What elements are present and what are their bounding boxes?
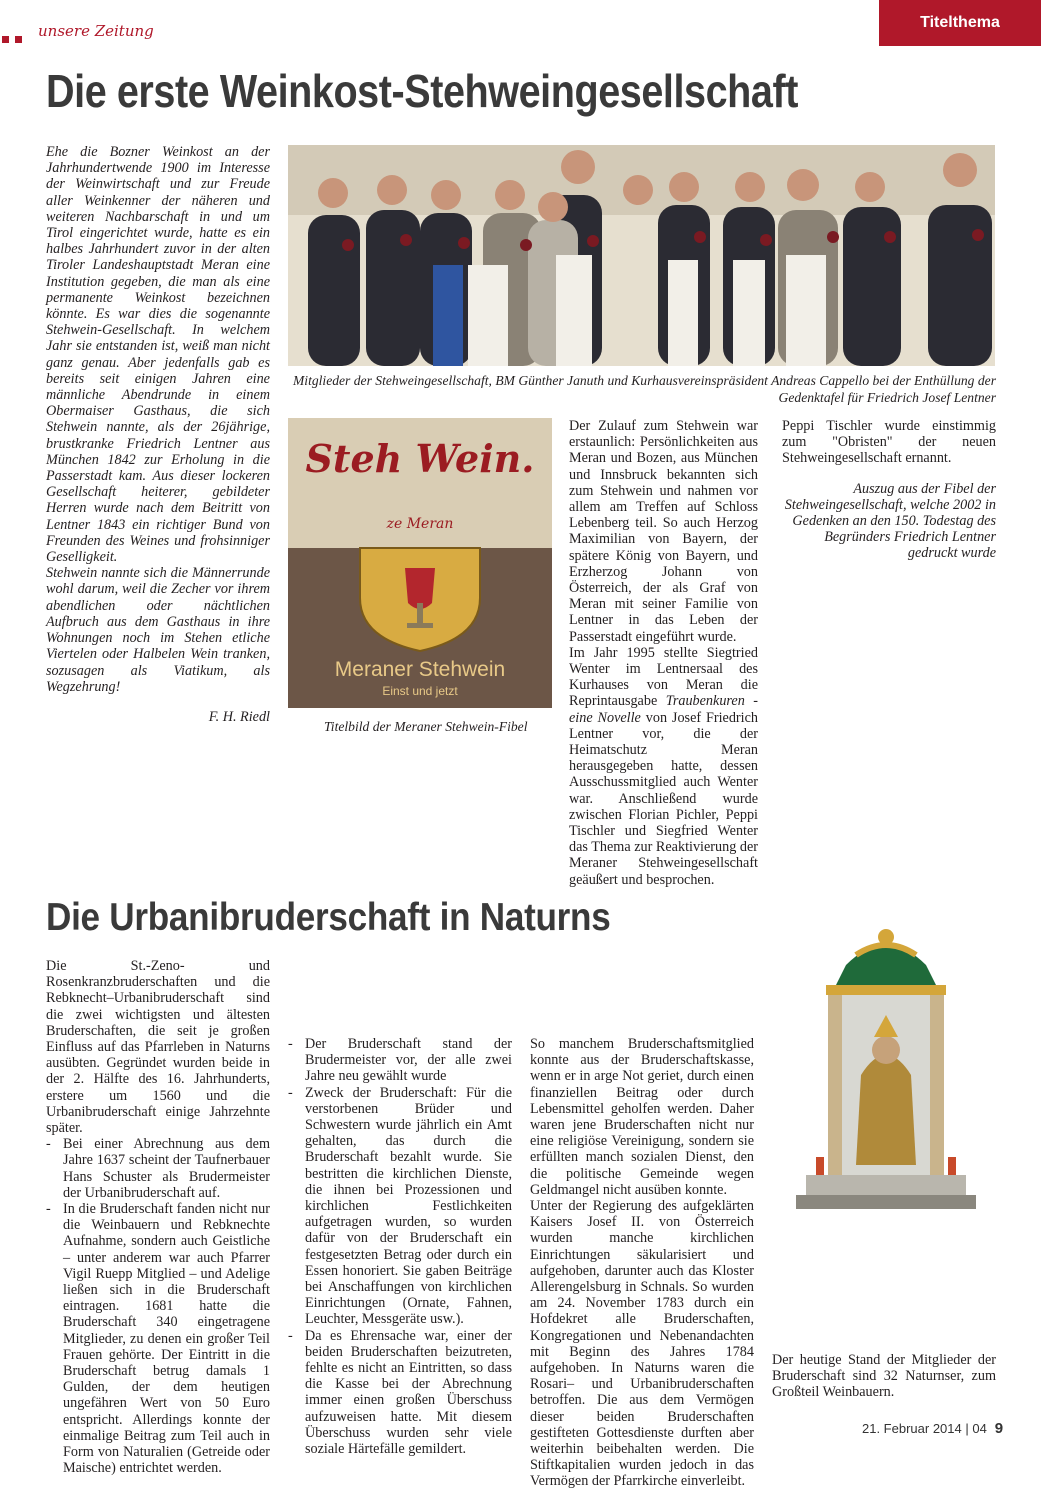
- article1-para-obrist: Peppi Tischler wurde einstimmig zum "Obristen" der neuen Stehweingesellschaft ernannt.: [782, 418, 996, 467]
- article2-column-4: [772, 1352, 996, 1401]
- article2-intro: Die St.-Zeno- und Rosenkranzbruderschaften und die Rebknecht–Urbanibruderschaft sind die zwei wichtigsten und ältesten Bruderschaften, die seit je großen Einfluss auf das Pfarrleben in Naturns ausübten. Gegründet wurden beide in der 2. Hälfte des 16. Jahrhunderts, erstere um 1560 und die Urbanibruderschaft einige Jahrzehnte später.: [46, 958, 270, 1137]
- masthead-marks: [2, 30, 28, 48]
- saint-statue-illustration: [786, 925, 986, 1220]
- book-cover: [288, 418, 552, 708]
- group-photo-illustration: [288, 145, 995, 366]
- page-footer: [862, 1420, 1003, 1437]
- article1-column-2: [569, 418, 758, 888]
- article2-column-1: [46, 958, 270, 1477]
- article2-bullet: - Da es Ehrensache war, einer der beiden Bruderschaften beizutreten, fehlte es nicht an Eintritten, so dass die Kasse bei der Abrechnung immer einen großen Überschuss aufzuweisen hatte. Mit diesem Überschuss wurden sehr viele soziale Härtefälle gemildert.: [288, 1328, 512, 1458]
- article1-para-reprint: Im Jahr 1995 stellte Siegtried Wenter im Lentnersaal des Kurhauses von Meran die Reprintausgabe Traubenkuren - eine Novelle von Josef Friedrich Lentner vor, die der Heimatschutz Meran herausgegeben hatte, dessen Ausschussmitglied auch Wenter war. Anschließend wurde zwischen Florian Pichler, Peppi Tischler und Siegfried Wenter das Thema zur Reaktivierung der Meraner Stehweingesellschaft geäußert und besprochen.: [569, 644, 758, 888]
- article2-headline: Die Urbanibruderschaft in Naturns: [46, 896, 611, 939]
- article1-intro-2: Stehwein nannte sich die Männerrunde wohl darum, weil die Zecher vor ihrem abendlichen oder nächtlichen Aufbruch aus dem Gasthaus in ihre Wohnungen noch im Stehen etliche Viertelen oder Halbelen Wein tranken, sozusagen als Viatikum, als Wegzehrung!: [46, 565, 270, 695]
- book-subtitle: Einst und jetzt: [382, 684, 458, 698]
- article2-para-kasse: So manchem Bruderschaftsmitglied konnte aus der Bruderschaftskasse, wenn er in arge Not geriet, durch einen finanziellen Beitrag oder durch Lebensmittel geholfen werden. Daher waren jene Bruderschaften nicht nur eine religiöse Vereinigung, sondern sie erfüllten manch sozialen Dienst, den die politische Gemeinde wegen Geldmangel nicht ausüben konnte.: [530, 1036, 754, 1198]
- article1-para-zulauf: Der Zulauf zum Stehwein war erstaunlich: Persönlichkeiten aus Meran und Bozen, aus München und Innsbruck bekannten sich zum Stehwein und nahmen vor allem am Treffen auf Schloss Lebenberg teil. So auch Herzog Maximilian von Bayern, der spätere König von Bayern, und Erzherzog Johann von Österreich, der als Graf von Meran mit seiner Familie von Lentner in das Leben der Passerstadt eingeführt wurde.: [569, 418, 758, 645]
- article2-bullet: - Der Bruderschaft stand der Brudermeister vor, der alle zwei Jahre neu gewählt wurde: [288, 1036, 512, 1085]
- article2-column-3: [530, 1036, 754, 1490]
- article1-column-3: [782, 418, 996, 562]
- book-shield-emblem: [350, 543, 490, 653]
- article2-column-2: [288, 1036, 512, 1457]
- article2-para-josef: Unter der Regierung des aufgeklärten Kaisers Josef II. von Österreich wurden manche kirchlichen Einrichtungen säkularisiert und aufgehoben, darunter auch das Kloster Allerengelsburg in Schnals. So wurden am 24. November 1783 durch ein Hofdekret alle Bruderschaften, Kongregationen und Nebenandachten mit Beginn des Jahres 1784 aufgehoben. In Naturns waren die Rosari– und Urbanibruderschaften betroffen. Die aus dem Vermögen dieser beiden Bruderschaften gestifteten Gottesdienste durften aber weiterhin beibehalten werden. Die Stiftkapitalien wurden jedoch in das Vermögen der Pfarrkirche einverleibt.: [530, 1198, 754, 1490]
- article1-source-note: Auszug aus der Fibel der Stehweingesellschaft, welche 2002 in Gedenken an den 150. Todestag des Begründers Friedrich Lentner gedruckt wurde: [784, 480, 996, 562]
- masthead-logo: unsere Zeitung: [38, 22, 154, 40]
- section-tag: Titelthema: [879, 0, 1041, 46]
- article1-intro-column: [46, 144, 270, 725]
- book-script-title: Steh Wein.: [305, 436, 535, 481]
- group-photo-caption: Mitglieder der Stehweingesellschaft, BM Günther Januth und Kurhausvereinspräsident Andreas Cappello bei der Enthüllung der Gedenktafel für Friedrich Josef Lentner: [292, 373, 996, 405]
- article1-author: F. H. Riedl: [208, 708, 270, 725]
- article2-bullet: - Zweck der Bruderschaft: Für die verstorbenen Brüder und Schwestern wurde jährlich ein Amt gehalten, das durch die Bruderschaft bezahlt wurde. Sie bestritten die kirchlichen Dienste, die ihnen bei Prozessionen und kirchlichen Festlichkeiten aufgetragen wurden, so wurden dafür von der Bruderschaft ein festgesetzten Betrag oder durch ein Essen honoriert. Sie gaben Beiträge bei Anschaffungen von kirchlichen Einrichtungen (Ornate, Fahnen, Leuchter, Messgeräte usw.).: [288, 1085, 512, 1328]
- book-script-subtitle: ze Meran: [386, 516, 454, 532]
- article1-headline: Die erste Weinkost-Stehweingesellschaft: [46, 65, 798, 117]
- article2-bullet: - In die Bruderschaft fanden nicht nur die Weinbauern und Rebknechte Aufnahme, sondern auch Geistliche – unter anderem war auch Pfarrer Vigil Ruepp Mitglied – und Adelige ließen sich in die Bruderschaft eintragen. 1681 hatte die Bruderschaft 340 eingetragene Mitglieder, zu denen ein großer Teil Frauen gehörte. Der Eintritt in die Bruderschaft betrug damals 1 Gulden, der dem heutigen ungefähren Wert von 50 Euro entspricht. Allerdings konnte der einmalige Beitrag zum Teil auch in Form von Naturalien (Getreide oder Maische) entrichtet werden.: [46, 1201, 270, 1476]
- group-photo: [288, 145, 995, 366]
- page-number: 9: [994, 1420, 1004, 1437]
- article2-para-stand: Der heutige Stand der Mitglieder der Bruderschaft sind 32 Naturnser, zum Großteil Weinbauern.: [772, 1352, 996, 1401]
- book-title: Meraner Stehwein: [334, 658, 506, 681]
- article1-intro: Ehe die Bozner Weinkost an der Jahrhundertwende 1900 im Interesse der Weinwirtschaft und zur Freude aller Weinkenner der näheren und weiteren Nachbarschaft in und um Tirol eingerichtet wurde, hatte es ein halbes Jahrhundert zuvor in der alten Tiroler Landeshauptstadt Meran eine Institution gegeben, die man als eine permanente Weinkost bezeichnen könnte. Es war dies die sogenannte Stehwein-Gesellschaft. In welchem Jahr sie entstanden ist, weiß man nicht ganz genau. Aber jedenfalls gab es bereits seit einigen Jahren eine männliche Abendrunde in einem Obermaiser Gasthaus, die sich Stehwein nannte, als der 26jährige, brustkranke Friedrich Lentner aus München 1842 zur Erholung in die Passerstadt kam. Aus dieser lockeren Gesellschaft heiterer, gebildeter Herren wurde nach dem Beitritt von Lentner 1843 ein richtiger Bund von Freunden des Weines und frohsinniger Geselligkeit.: [46, 144, 270, 566]
- book-caption: Titelbild der Meraner Stehwein-Fibel: [324, 719, 528, 734]
- saint-statue-image: [786, 925, 986, 1220]
- article2-bullet: - Bei einer Abrechnung aus dem Jahre 1637 scheint der Taufnerbauer Hans Schuster als Brudermeister der Urbanibruderschaft auf.: [46, 1136, 270, 1201]
- issue-date: 21. Februar 2014 | 04: [862, 1421, 987, 1436]
